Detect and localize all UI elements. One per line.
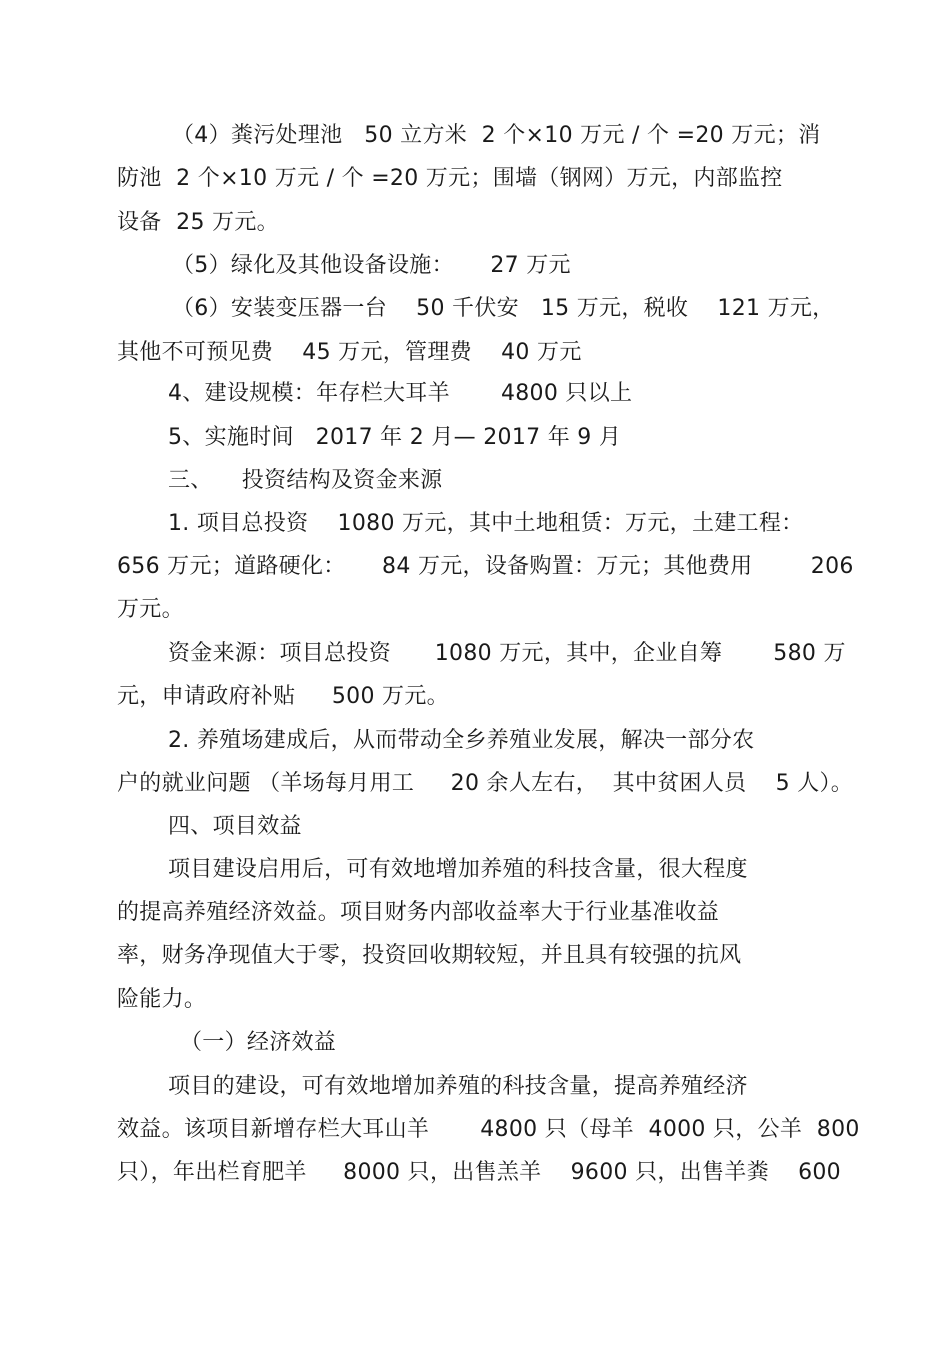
text-line: 的提高养殖经济效益。项目财务内部收益率大于行业基准收益 (117, 900, 720, 925)
text-line: （6）安装变压器一台 50 千伏安 15 万元，税收 121 万元， (172, 296, 835, 321)
text-line: 项目建设启用后，可有效地增加养殖的科技含量，很大程度 (168, 857, 748, 882)
text-line: 4、建设规模：年存栏大耳羊 4800 只以上 (168, 381, 633, 406)
text-line: 只），年出栏育肥羊 8000 只，出售羔羊 9600 只，出售羊粪 600 (117, 1160, 841, 1185)
text-line: 资金来源：项目总投资 1080 万元，其中，企业自筹 580 万 (168, 641, 846, 666)
section-heading: 三、 投资结构及资金来源 (168, 468, 443, 493)
subsection-heading: （一）经济效益 (180, 1030, 337, 1055)
text-line: 防池 2 个×10 万元 / 个 =20 万元；围墙（钢网）万元，内部监控 (117, 166, 783, 191)
text-line: 险能力。 (117, 987, 207, 1012)
text-line: （5）绿化及其他设备设施： 27 万元 (172, 253, 571, 278)
section-heading: 四、项目效益 (168, 814, 302, 839)
text-line: 1. 项目总投资 1080 万元，其中土地租赁：万元，土建工程： (168, 511, 804, 536)
text-line: 率，财务净现值大于零，投资回收期较短，并且具有较强的抗风 (117, 943, 742, 968)
text-line: 效益。该项目新增存栏大耳山羊 4800 只（母羊 4000 只，公羊 800 (117, 1117, 860, 1142)
text-line: 5、实施时间 2017 年 2 月— 2017 年 9 月 (168, 425, 622, 450)
text-line: 万元。 (117, 597, 184, 622)
text-line: 其他不可预见费 45 万元，管理费 40 万元 (117, 340, 582, 365)
text-line: 设备 25 万元。 (117, 210, 279, 235)
text-line: 656 万元；道路硬化： 84 万元，设备购置：万元；其他费用 206 (117, 554, 854, 579)
text-line: 户的就业问题 （羊场每月用工 20 余人左右， 其中贫困人员 5 人）。 (117, 771, 854, 796)
text-line: （4）粪污处理池 50 立方米 2 个×10 万元 / 个 =20 万元；消 (172, 123, 821, 148)
text-line: 项目的建设，可有效地增加养殖的科技含量，提高养殖经济 (168, 1074, 748, 1099)
text-line: 2. 养殖场建成后，从而带动全乡养殖业发展，解决一部分农 (168, 728, 755, 753)
text-line: 元，申请政府补贴 500 万元。 (117, 684, 449, 709)
